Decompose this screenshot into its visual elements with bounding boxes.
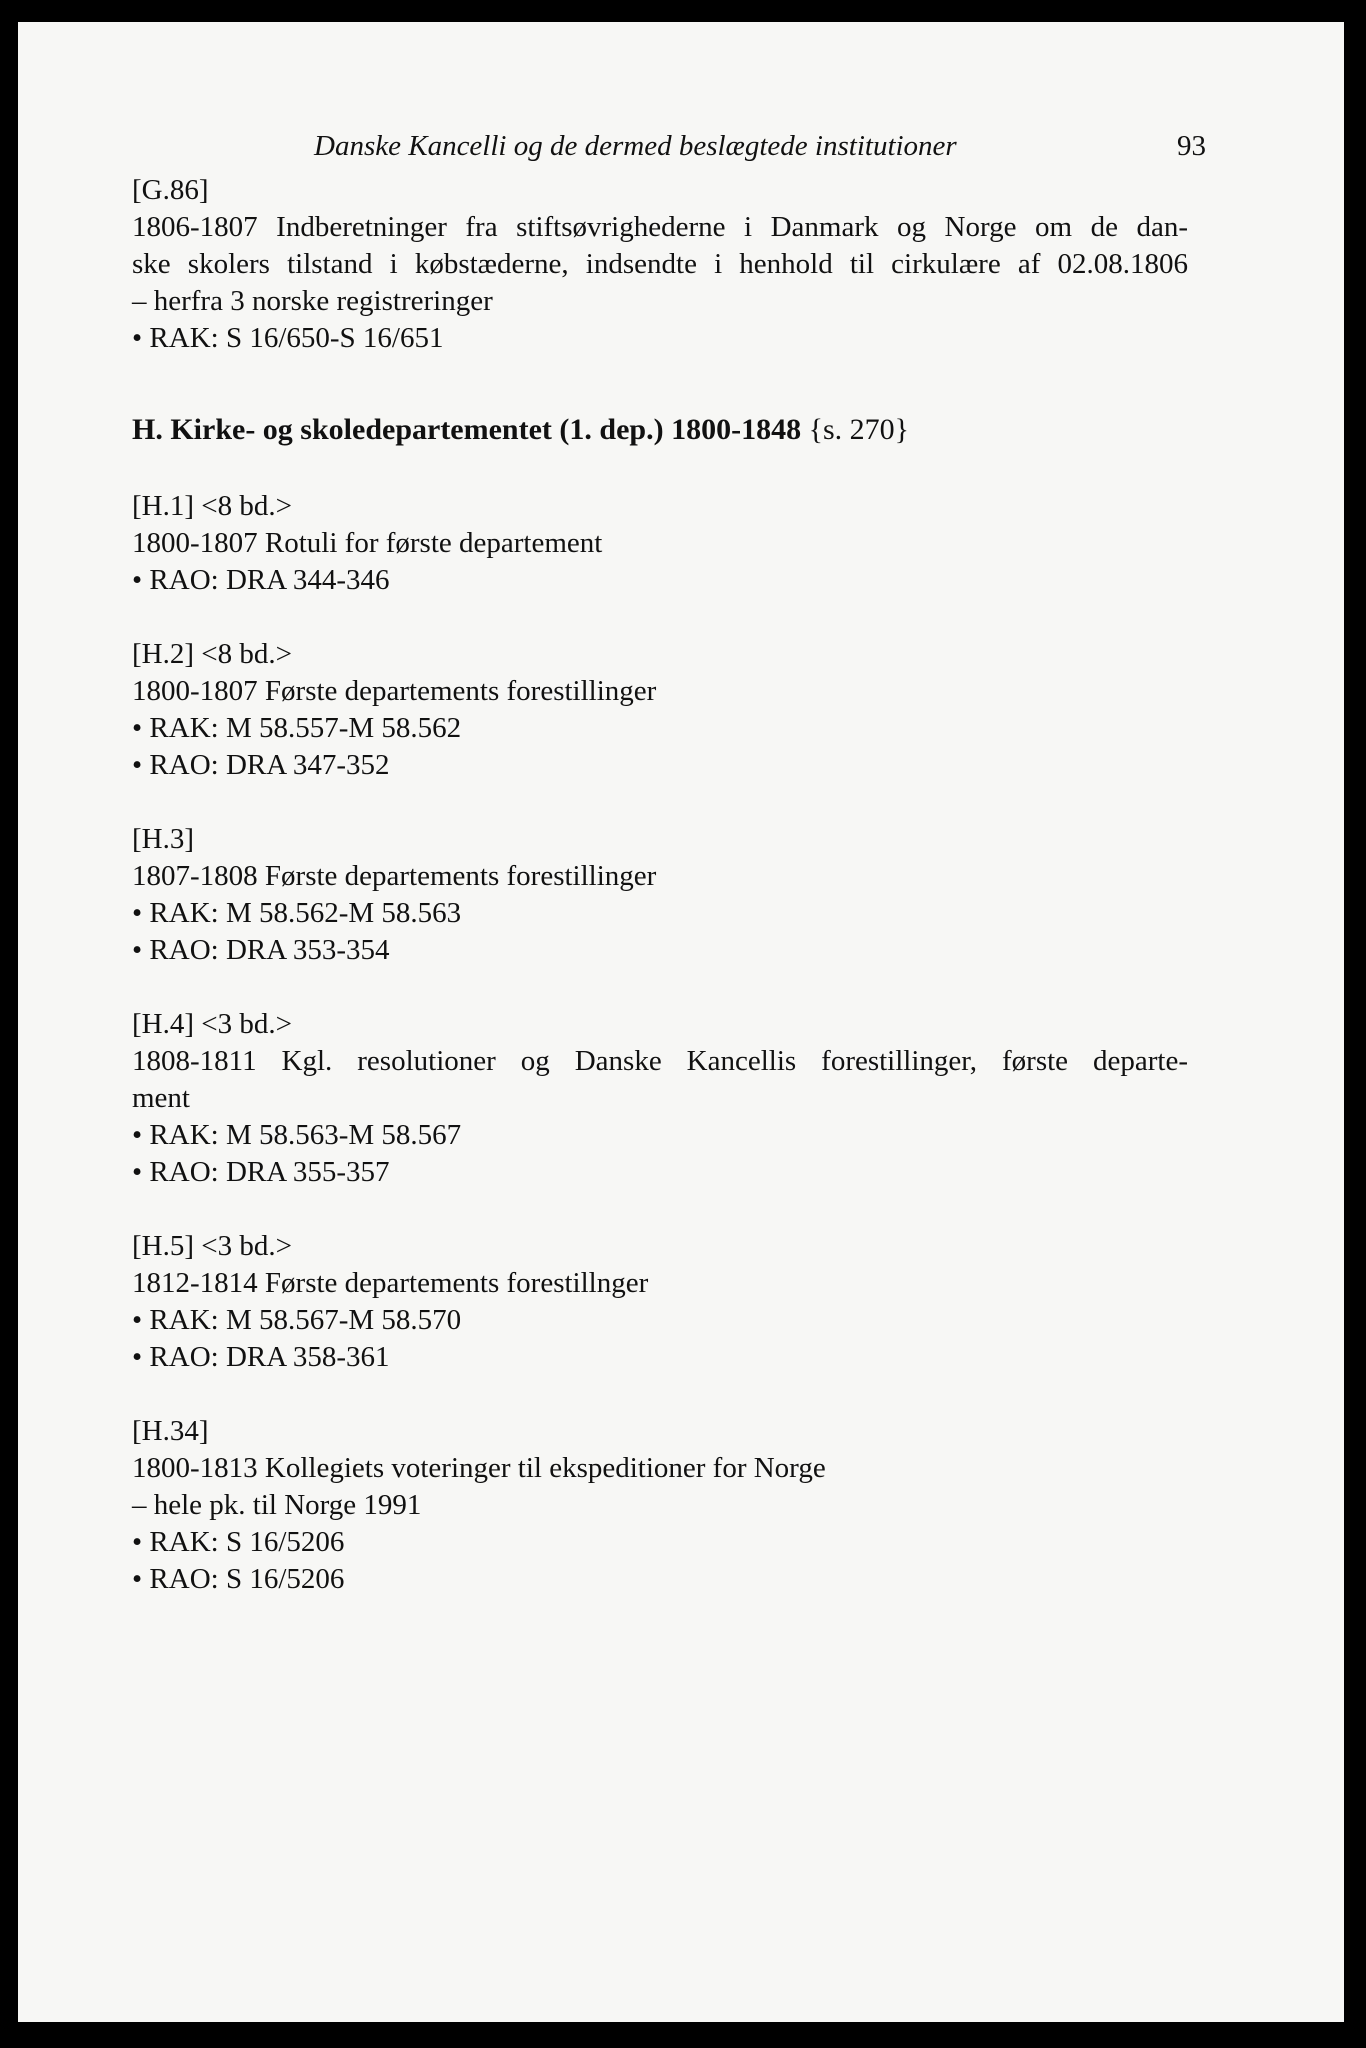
entry-ref: [H.34]	[132, 1415, 209, 1447]
entry-h1	[132, 488, 1188, 599]
document-body	[132, 172, 1188, 1635]
entry-h34	[132, 1413, 1188, 1598]
entry-h5	[132, 1228, 1188, 1376]
entry-description: ske skolers tilstand i købstæderne, indsendte i henhold til cirkulære af 02.08.1806	[132, 248, 1188, 280]
archive-reference: • RAK: S 16/5206	[132, 1524, 1188, 1561]
archive-reference: • RAK: S 16/650-S 16/651	[132, 320, 1188, 357]
entry-description: 1800-1807 Rotuli for første departement	[132, 527, 603, 559]
entry-note: – herfra 3 norske registreringer	[132, 285, 493, 317]
entry-description: 1800-1813 Kollegiets voteringer til ekspeditioner for Norge	[132, 1452, 826, 1484]
entry-h2	[132, 636, 1188, 784]
archive-reference: • RAO: DRA 347-352	[132, 747, 1188, 784]
entry-h4	[132, 1006, 1188, 1191]
entry-description: 1800-1807 Første departements forestillinger	[132, 675, 657, 707]
archive-reference: • RAO: DRA 353-354	[132, 932, 1188, 969]
archive-reference: • RAK: M 58.557-M 58.562	[132, 710, 1188, 747]
archive-reference: • RAO: DRA 358-361	[132, 1339, 1188, 1376]
entry-ref: [G.86]	[132, 174, 209, 206]
entry-ref: [H.2] <8 bd.>	[132, 638, 292, 670]
archive-reference: • RAO: DRA 344-346	[132, 562, 1188, 599]
entry-ref: [H.1] <8 bd.>	[132, 490, 292, 522]
entry-description: 1806-1807 Indberetninger fra stiftsøvrighederne i Danmark og Norge om de dan-	[132, 211, 1188, 243]
entry-description: 1812-1814 Første departements forestillnger	[132, 1267, 649, 1299]
entry-note: – hele pk. til Norge 1991	[132, 1489, 422, 1521]
entry-ref: [H.3]	[132, 823, 195, 855]
archive-reference: • RAO: S 16/5206	[132, 1561, 1188, 1598]
archive-reference: • RAK: M 58.562-M 58.563	[132, 895, 1188, 932]
entry-description: ment	[132, 1082, 190, 1114]
entry-ref: [H.5] <3 bd.>	[132, 1230, 292, 1262]
page-number: 93	[1177, 130, 1206, 162]
section-title: H. Kirke- og skoledepartementet (1. dep.) 1800-1848	[132, 413, 802, 446]
archive-reference: • RAK: M 58.567-M 58.570	[132, 1302, 1188, 1339]
archive-reference: • RAK: M 58.563-M 58.567	[132, 1117, 1188, 1154]
running-head-title: Danske Kancelli og de dermed beslægtede institutioner	[314, 130, 957, 162]
section-page-ref: {s. 270}	[808, 413, 910, 446]
entry-h3	[132, 821, 1188, 969]
archive-reference: • RAO: DRA 355-357	[132, 1154, 1188, 1191]
entry-ref: [H.4] <3 bd.>	[132, 1008, 292, 1040]
entry-description: 1807-1808 Første departements forestillinger	[132, 860, 657, 892]
entry-description: 1808-1811 Kgl. resolutioner og Danske Kancellis forestillinger, første departe-	[132, 1045, 1188, 1077]
entry-g86	[132, 172, 1188, 357]
section-heading	[132, 411, 1188, 448]
